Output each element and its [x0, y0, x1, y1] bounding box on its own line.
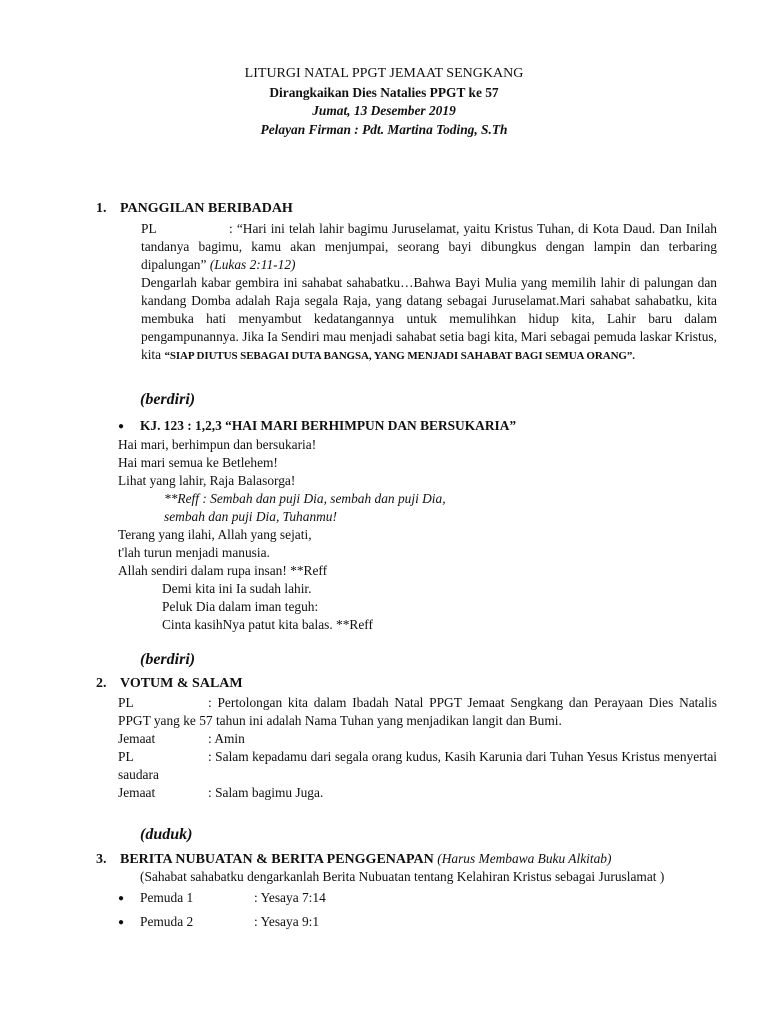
hymn-line: Peluk Dia dalam iman teguh: [162, 599, 319, 614]
document-header [0, 65, 768, 139]
jemaat-text: : Salam bagimu Juga. [208, 785, 324, 800]
hymn-line: Demi kita ini Ia sudah lahir. [162, 581, 312, 596]
pl-text: : Pertolongan kita dalam Ibadah Natal PPGT Jemaat Sengkang dan Perayaan Dies Natalis PPGT yang ke 57 tahun ini adalah Nama Tuhan yang menjadikan langit dan Bumi. [118, 695, 717, 728]
pl-salam-text: : Salam kepadamu dari segala orang kudus, Kasih Karunia dari Tuhan Yesus Kristus menyertai saudara [118, 749, 717, 782]
pl-label: PL [141, 221, 157, 236]
para-2-text: Dengarlah kabar gembira ini sahabat sahabatku…Bahwa Bayi Mulia yang memilih lahir di palungan dan kandang Domba adalah Raja segala Raja, yang datang sebagai Juruselamat.Mari sahabat sahabatku, kita membuka hati menyambut kedatangannya untuk memulihkan hidup kita, Lahir baru dalam pengampunannya. Jika Ia Sendiri mau menjadi sahabat setia bagi kita, Mari sebagai pemuda laskar Kristus, kita [141, 275, 717, 362]
hymn-line: Terang yang ilahi, Allah yang sejati, [118, 527, 312, 542]
jemaat-text: : Amin [208, 731, 245, 746]
bullet-icon: ● [118, 893, 125, 904]
reff-label: **Reff [164, 491, 199, 506]
doc-preacher: Pelayan Firman : Pdt. Martina Toding, S.Th [260, 121, 508, 137]
reader-label: Pemuda 2 [140, 914, 194, 929]
hymn-line: t'lah turun menjadi manusia. [118, 545, 270, 560]
section-1-title: PANGGILAN BERIBADAH [120, 201, 293, 216]
pl-text: : “Hari ini telah lahir bagimu Juruselamat, yaitu Kristus Tuhan, di Kota Daud. Dan Inilah tandanya bagimu, kamu akan menjumpai, seorang bayi dibungkus dengan lampin dan terbaring dipalungan” [141, 221, 717, 272]
salam-pl [118, 748, 717, 784]
section-2-title: VOTUM & SALAM [120, 676, 243, 691]
reading-reference: : Yesaya 7:14 [254, 890, 326, 905]
bullet-icon: ● [118, 421, 125, 432]
section-2-body [118, 694, 717, 802]
votum-pl [118, 694, 717, 730]
hymn-reff-line-2: sembah dan puji Dia, Tuhanmu! [164, 509, 337, 524]
hymn-line: Lihat yang lahir, Raja Balasorga! [118, 473, 296, 488]
reader-label: Pemuda 1 [140, 890, 194, 905]
section-1-heading [96, 200, 293, 218]
reading-item-2 [118, 913, 718, 932]
section-3-number: 3. [96, 852, 107, 867]
section-3-heading [96, 850, 611, 869]
doc-date: Jumat, 13 Desember 2019 [312, 103, 456, 118]
section-1-body [141, 220, 717, 365]
hymn-reff-line-1 [118, 490, 718, 508]
reading-reference: : Yesaya 9:1 [254, 914, 320, 929]
reading-item-1 [118, 889, 718, 908]
votum-jemaat-1 [118, 730, 717, 748]
hymn-section [118, 417, 718, 634]
hymn-line: Cinta kasihNya patut kita balas. **Reff [162, 617, 373, 632]
section-3-body [118, 868, 718, 932]
section-1-number: 1. [96, 201, 107, 216]
posture-instruction-3: (duduk) [140, 826, 193, 843]
section-2-number: 2. [96, 676, 107, 691]
pl-label: PL [118, 749, 134, 764]
bullet-icon: ● [118, 917, 125, 928]
section-3-note: (Harus Membawa Buku Alkitab) [437, 851, 612, 866]
hymn-line: Hai mari semua ke Betlehem! [118, 455, 278, 470]
section-1-paragraph-2 [141, 274, 717, 365]
salam-jemaat [118, 784, 717, 802]
hymn-title: KJ. 123 : 1,2,3 “HAI MARI BERHIMPUN DAN BERSUKARIA” [140, 418, 517, 433]
hymn-line: Hai mari, berhimpun dan bersukaria! [118, 437, 317, 452]
pl-label: PL [118, 695, 134, 710]
pl-reference: (Lukas 2:11-12) [209, 257, 296, 272]
hymn-title-line [118, 417, 718, 436]
reff-text-1: : Sembah dan puji Dia, sembah dan puji Dia, [198, 491, 446, 506]
section-2-heading [96, 675, 243, 693]
doc-title: LITURGI NATAL PPGT JEMAAT SENGKANG [244, 66, 524, 81]
posture-instruction-1: (berdiri) [140, 391, 196, 408]
section-3-title: BERITA NUBUATAN & BERITA PENGGENAPAN [120, 852, 434, 867]
section-3-intro: (Sahabat sahabatku dengarkanlah Berita Nubuatan tentang Kelahiran Kristus sebagai Juruslamat ) [140, 869, 665, 884]
jemaat-label: Jemaat [118, 731, 156, 746]
hymn-line: Allah sendiri dalam rupa insan! **Reff [118, 563, 328, 578]
jemaat-label: Jemaat [118, 785, 156, 800]
section-1-pl-paragraph [141, 220, 717, 274]
posture-instruction-2: (berdiri) [140, 651, 196, 668]
doc-subtitle: Dirangkaikan Dies Natalies PPGT ke 57 [269, 84, 499, 100]
para-2-bold: “SIAP DIUTUS SEBAGAI DUTA BANGSA, YANG MENJADI SAHABAT BAGI SEMUA ORANG”. [164, 350, 635, 362]
